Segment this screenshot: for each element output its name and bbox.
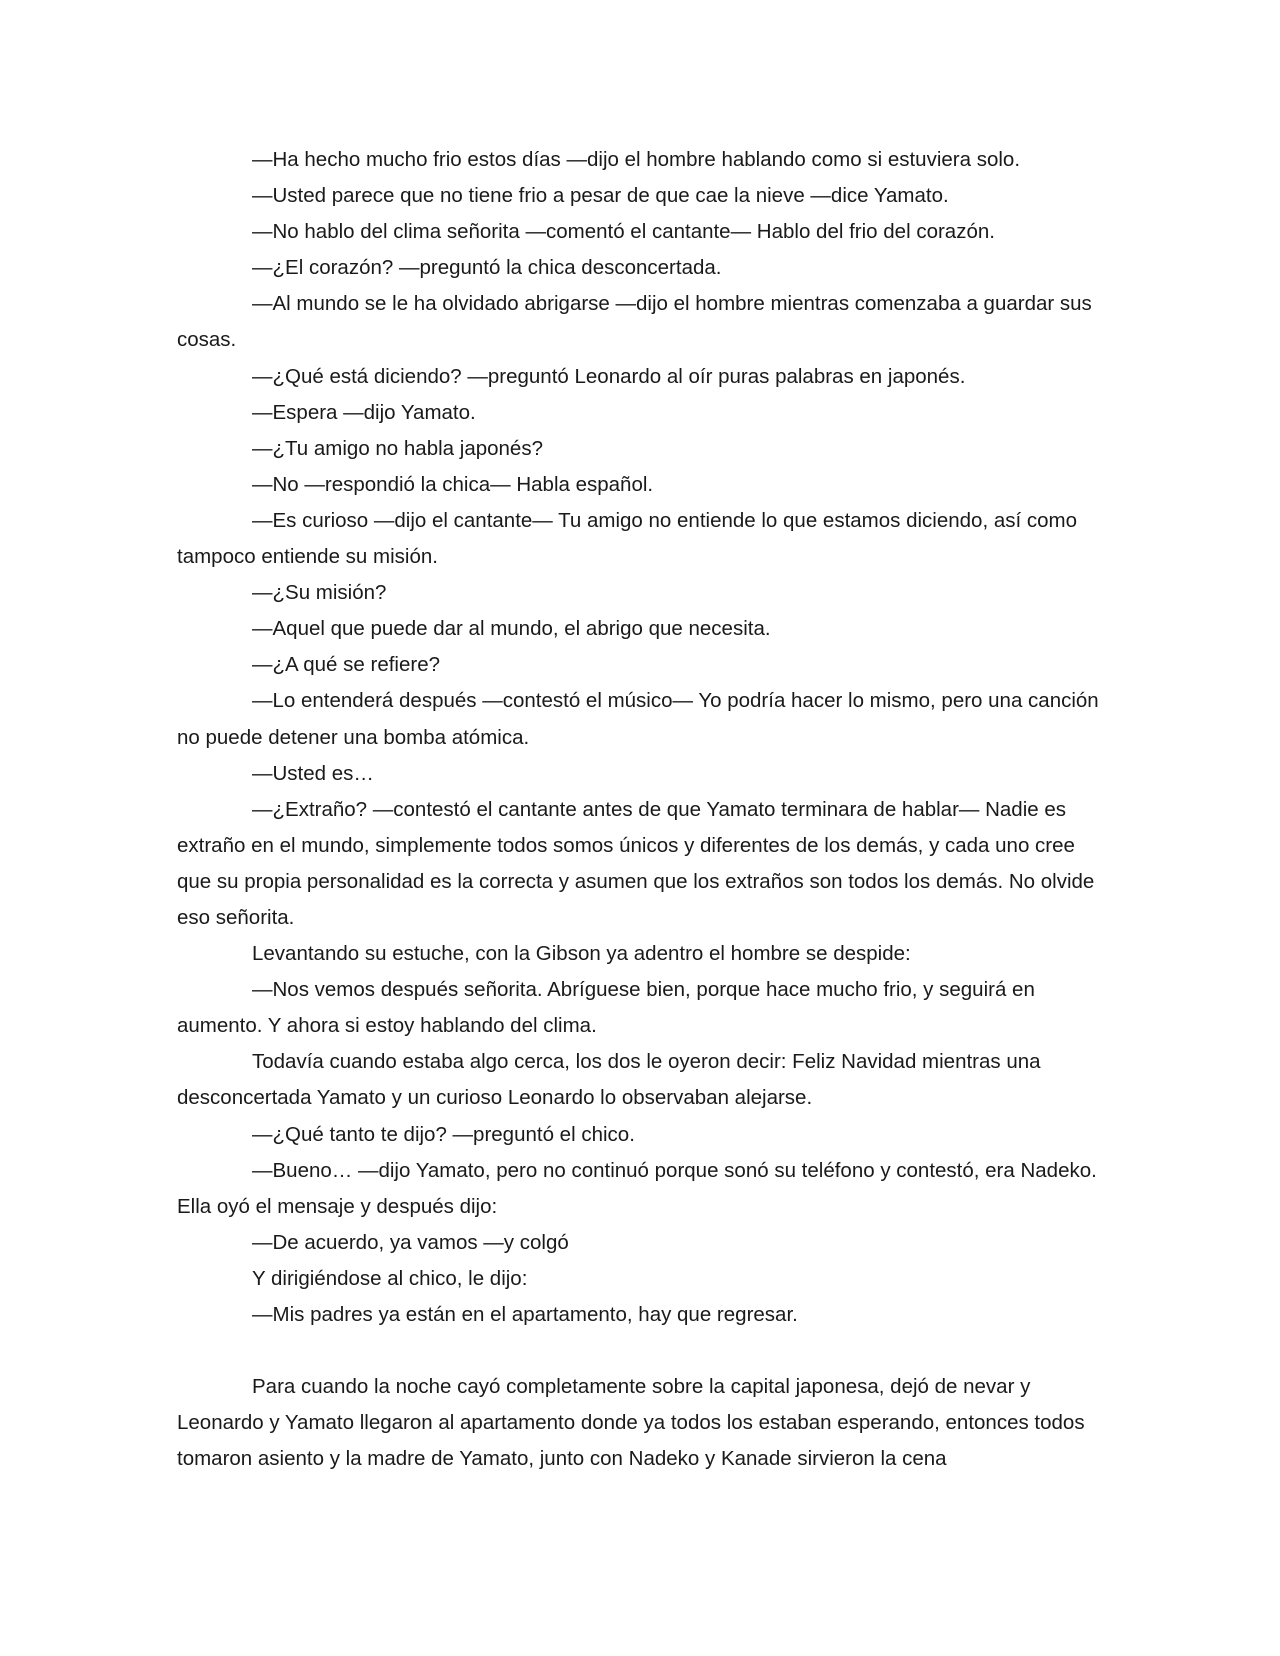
paragraph: —Nos vemos después señorita. Abríguese bien, porque hace mucho frio, y seguirá en aumento. Y ahora si estoy hablando del clima.: [177, 978, 1035, 1038]
paragraph: —¿Qué tanto te dijo? —preguntó el chico.: [252, 1122, 635, 1146]
paragraph: —No hablo del clima señorita —comentó el cantante— Hablo del frio del corazón.: [252, 220, 995, 244]
paragraph: —¿Tu amigo no habla japonés?: [252, 436, 543, 460]
paragraph: —Lo entenderá después —contestó el músico— Yo podría hacer lo mismo, pero una canción no puede detener una bomba atómica.: [177, 689, 1099, 749]
paragraph: Para cuando la noche cayó completamente sobre la capital japonesa, dejó de nevar y Leonardo y Yamato llegaron al apartamento donde ya todos los estaban esperando, entonces todos tomaron asiento y la madre de Yamato, junto con Nadeko y Kanade sirvieron la cena: [177, 1375, 1085, 1471]
paragraph: —Usted es…: [252, 761, 374, 785]
paragraph: —¿Su misión?: [252, 581, 387, 605]
paragraph: Y dirigiéndose al chico, le dijo:: [252, 1266, 528, 1290]
paragraph: —Ha hecho mucho frio estos días —dijo el hombre hablando como si estuviera solo.: [252, 148, 1021, 171]
paragraph: —Mis padres ya están en el apartamento, hay que regresar.: [252, 1303, 798, 1326]
paragraph: —Al mundo se le ha olvidado abrigarse —dijo el hombre mientras comenzaba a guardar sus cosas.: [177, 292, 1092, 352]
paragraph: —¿El corazón? —preguntó la chica desconcertada.: [252, 256, 722, 280]
paragraph: —¿A qué se refiere?: [252, 653, 441, 677]
paragraph: —Aquel que puede dar al mundo, el abrigo que necesita.: [252, 617, 771, 641]
paragraph: —Usted parece que no tiene frio a pesar de que cae la nieve —dice Yamato.: [252, 184, 949, 208]
paragraph: Todavía cuando estaba algo cerca, los dos le oyeron decir: Feliz Navidad mientras una desconcertada Yamato y un curioso Leonardo lo observaban alejarse.: [177, 1050, 1041, 1110]
paragraph: —Espera —dijo Yamato.: [252, 400, 476, 424]
paragraph: —Es curioso —dijo el cantante— Tu amigo no entiende lo que estamos diciendo, así como tampoco entiende su misión.: [177, 508, 1078, 569]
paragraph: —No —respondió la chica— Habla español.: [252, 472, 654, 496]
section-break: [177, 1333, 1109, 1369]
paragraph: Levantando su estuche, con la Gibson ya adentro el hombre se despide:: [252, 942, 911, 966]
paragraph: —De acuerdo, ya vamos —y colgó: [252, 1230, 569, 1254]
document-body: [177, 142, 1109, 1477]
paragraph: —Bueno… —dijo Yamato, pero no continuó porque sonó su teléfono y contestó, era Nadeko. Ella oyó el mensaje y después dijo:: [177, 1158, 1097, 1218]
paragraph: —¿Extraño? —contestó el cantante antes de que Yamato terminara de hablar— Nadie es extraño en el mundo, simplemente todos somos únicos y diferentes de los demás, y cada uno cree que su propia personalidad es la correcta y asumen que los extraños son todos los demás. No olvide eso señorita.: [177, 797, 1095, 929]
paragraph: —¿Qué está diciendo? —preguntó Leonardo al oír puras palabras en japonés.: [252, 364, 966, 388]
